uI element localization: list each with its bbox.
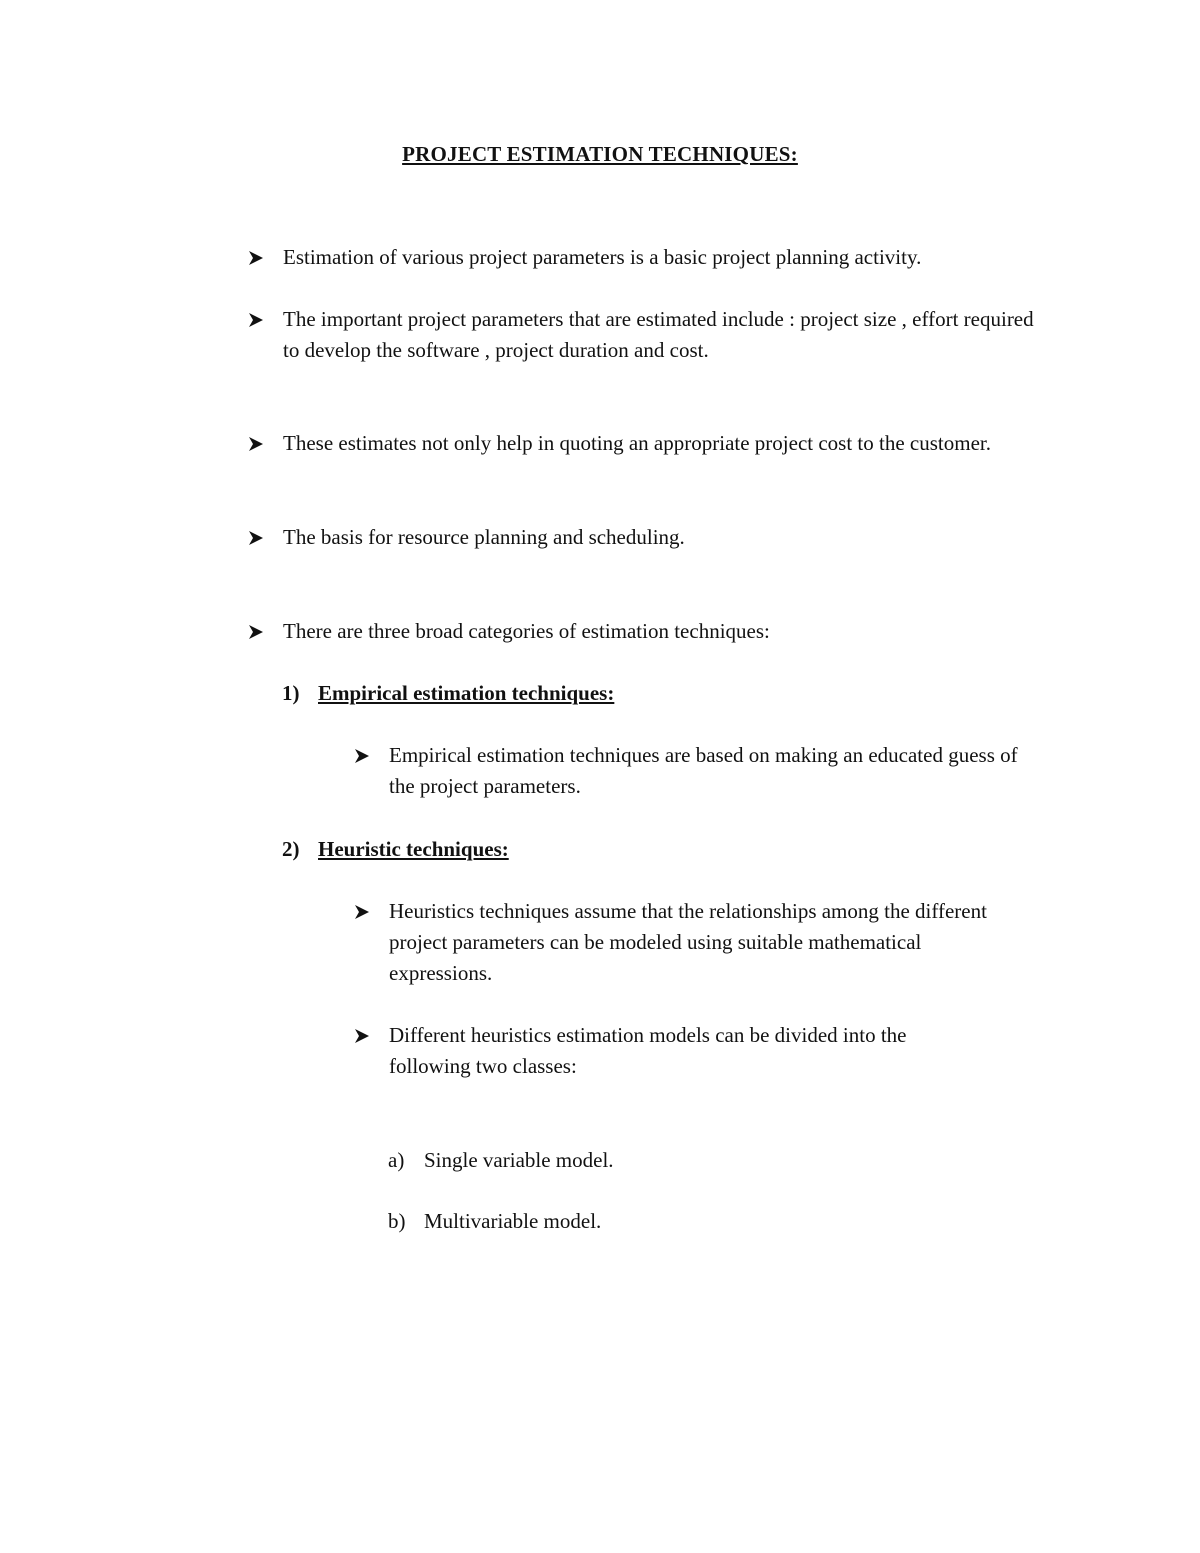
bullet-text: Heuristics techniques assume that the relationships among the different project parameters can be modeled using suitable mathematical expressions.: [389, 899, 987, 985]
sub-bullet-item: [354, 896, 1054, 989]
page-title: PROJECT ESTIMATION TECHNIQUES:: [402, 142, 798, 166]
arrowhead-bullet-icon: [248, 304, 268, 335]
arrowhead-bullet-icon: [354, 1020, 374, 1051]
arrowhead-bullet-icon: [354, 740, 374, 771]
sub-bullet-item: [354, 740, 1054, 802]
list-item: [388, 1145, 614, 1176]
list-item: [388, 1206, 601, 1237]
bullet-text: The basis for resource planning and scheduling.: [283, 525, 685, 549]
arrowhead-bullet-icon: [354, 896, 374, 927]
section-number: 2): [282, 837, 300, 861]
section-heading: [282, 834, 509, 865]
section-heading-label: Empirical estimation techniques:: [318, 681, 615, 705]
sub-bullet-item: [354, 1020, 1054, 1082]
arrowhead-bullet-icon: [248, 428, 268, 459]
bullet-text: Estimation of various project parameters is a basic project planning activity.: [283, 245, 922, 269]
bullet-text: These estimates not only help in quoting an appropriate project cost to the customer.: [283, 431, 991, 455]
section-heading: [282, 678, 614, 709]
list-item-label: b): [388, 1209, 406, 1233]
arrowhead-bullet-icon: [248, 522, 268, 553]
bullet-item: [248, 616, 1068, 647]
section-heading-label: Heuristic techniques:: [318, 837, 509, 861]
bullet-item: [248, 304, 1068, 366]
arrowhead-bullet-icon: [248, 616, 268, 647]
bullet-text: There are three broad categories of estimation techniques:: [283, 619, 770, 643]
bullet-item: [248, 522, 1068, 553]
list-item-text: Single variable model.: [424, 1148, 614, 1172]
bullet-text: The important project parameters that are estimated include : project size , effort required to develop the software , project duration and cost.: [283, 307, 1034, 362]
bullet-item: [248, 428, 1068, 459]
list-item-label: a): [388, 1148, 405, 1172]
bullet-text: Different heuristics estimation models can be divided into the following two classes:: [389, 1023, 907, 1078]
bullet-item: [248, 242, 1068, 273]
bullet-text: Empirical estimation techniques are based on making an educated guess of the project parameters.: [389, 743, 1018, 798]
section-number: 1): [282, 681, 300, 705]
arrowhead-bullet-icon: [248, 242, 268, 273]
list-item-text: Multivariable model.: [424, 1209, 602, 1233]
